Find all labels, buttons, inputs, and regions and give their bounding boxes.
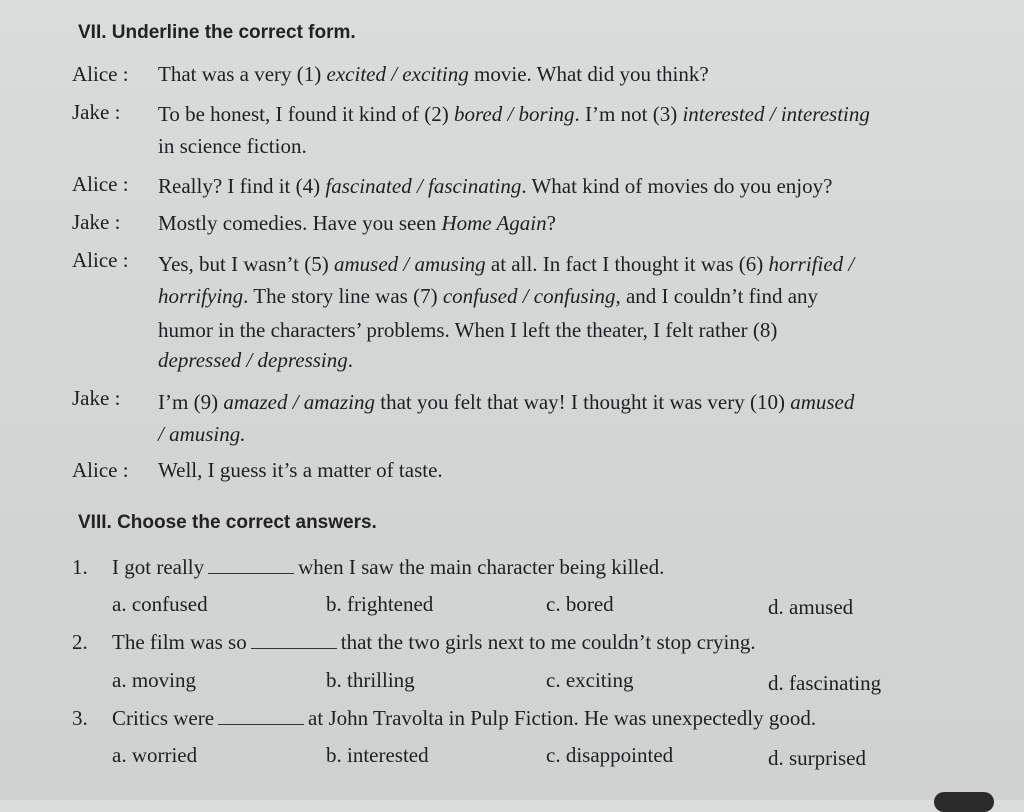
speaker-alice: Alice :: [72, 62, 129, 86]
option-a[interactable]: a. confused: [112, 592, 208, 616]
question-text: The film was so that the two girls next to me couldn’t stop crying.: [112, 630, 756, 654]
dialogue-line: I’m (9) amazed / amazing that you felt that way! I thought it was very (10) amused: [158, 390, 855, 414]
option-d[interactable]: d. surprised: [768, 746, 866, 770]
dialogue-line: horrifying. The story line was (7) confused / confusing, and I couldn’t find any: [158, 284, 819, 308]
speaker-alice: Alice :: [72, 458, 129, 482]
option-c[interactable]: c. disappointed: [546, 743, 674, 767]
option-b[interactable]: b. frightened: [326, 592, 434, 616]
answer-blank[interactable]: [251, 647, 337, 649]
speaker-jake: Jake :: [72, 210, 121, 234]
option-a[interactable]: a. worried: [112, 743, 198, 767]
speaker-jake: Jake :: [72, 386, 121, 410]
option-b[interactable]: b. interested: [326, 743, 429, 767]
page-edge-mark: [934, 792, 994, 812]
question-number: 1.: [72, 555, 88, 579]
question-text: I got really when I saw the main character being killed.: [112, 555, 665, 579]
option-c[interactable]: c. exciting: [546, 668, 634, 692]
question-number: 2.: [72, 630, 88, 654]
dialogue-line: humor in the characters’ problems. When I left the theater, I felt rather (8): [158, 318, 778, 342]
speaker-alice: Alice :: [72, 248, 129, 272]
section-8-heading: VIII. Choose the correct answers.: [78, 512, 377, 533]
dialogue-line: Yes, but I wasn’t (5) amused / amusing at all. In fact I thought it was (6) horrified /: [158, 252, 855, 276]
option-d[interactable]: d. fascinating: [768, 671, 882, 695]
option-d[interactable]: d. amused: [768, 595, 854, 619]
section-7-heading: VII. Underline the correct form.: [78, 22, 356, 43]
dialogue-line: To be honest, I found it kind of (2) bored / boring. I’m not (3) interested / interesting: [158, 102, 870, 126]
dialogue-line: That was a very (1) excited / exciting movie. What did you think?: [158, 62, 709, 86]
option-b[interactable]: b. thrilling: [326, 668, 415, 692]
question-number: 3.: [72, 706, 88, 730]
dialogue-line: Mostly comedies. Have you seen Home Again?: [158, 211, 556, 235]
answer-blank[interactable]: [218, 723, 304, 725]
dialogue-line: / amusing.: [158, 422, 246, 446]
option-a[interactable]: a. moving: [112, 668, 196, 692]
dialogue-line: in science fiction.: [158, 134, 307, 158]
option-c[interactable]: c. bored: [546, 592, 614, 616]
question-text: Critics were at John Travolta in Pulp Fiction. He was unexpectedly good.: [112, 706, 817, 730]
dialogue-line: Well, I guess it’s a matter of taste.: [158, 458, 443, 482]
dialogue-line: depressed / depressing.: [158, 348, 353, 372]
answer-blank[interactable]: [208, 572, 294, 574]
speaker-alice: Alice :: [72, 172, 129, 196]
speaker-jake: Jake :: [72, 100, 121, 124]
dialogue-line: Really? I find it (4) fascinated / fascinating. What kind of movies do you enjoy?: [158, 174, 833, 198]
